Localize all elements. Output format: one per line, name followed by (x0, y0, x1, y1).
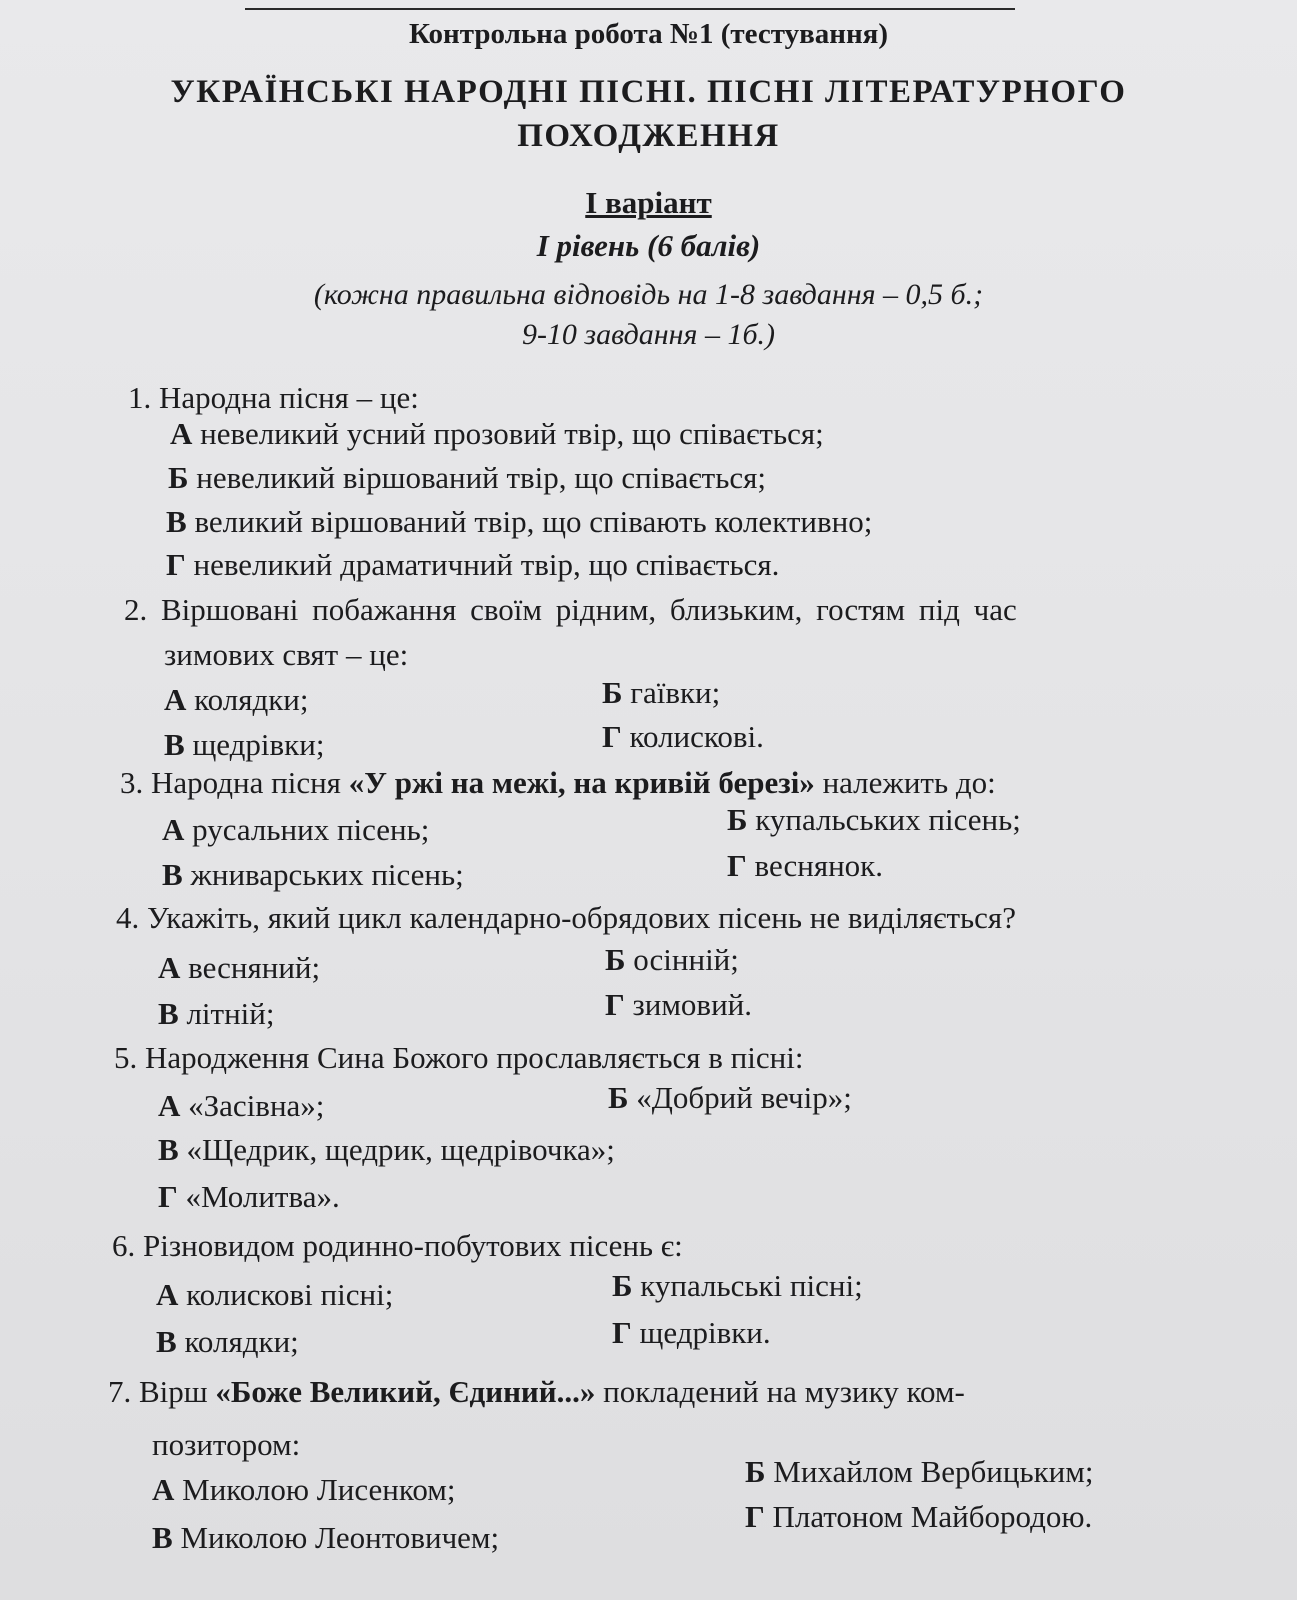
q6-option-a (156, 1275, 393, 1315)
option-text: колискові пісні; (178, 1277, 394, 1312)
q3-song-title: «У ржі на межі, на кривій березі» (348, 765, 815, 800)
question-7-line-1 (108, 1372, 965, 1412)
q7-option-c (152, 1518, 499, 1558)
option-letter: А (162, 812, 185, 847)
question-6: 6. Різновидом родинно-побутових пісень є: (112, 1228, 683, 1263)
option-text: Платоном Майбородою. (764, 1499, 1093, 1534)
q1-option-b (168, 458, 766, 498)
option-text: Михайлом Вербицьким; (765, 1454, 1094, 1489)
option-letter: Г (166, 547, 186, 582)
q5-option-d (158, 1177, 340, 1217)
option-text: щедрівки; (184, 727, 325, 762)
question-1: 1. Народна пісня – це: (128, 380, 419, 415)
option-text: колискові. (621, 719, 764, 754)
q6-option-d (612, 1313, 771, 1353)
option-letter: Б (602, 675, 623, 710)
q3-option-c (162, 855, 464, 895)
option-text: осінній; (625, 942, 739, 977)
question-2-line-2: зимових свят – це: (164, 637, 409, 672)
option-text: «Щедрик, щедрик, щедрівочка»; (178, 1132, 615, 1167)
option-text: «Засівна»; (180, 1088, 325, 1123)
option-text: веснянок. (746, 848, 883, 883)
q1-option-d (166, 545, 779, 585)
option-text: весняний; (180, 950, 321, 985)
option-letter: А (158, 1088, 181, 1123)
page-title (0, 70, 1297, 158)
option-letter: В (152, 1520, 173, 1555)
option-letter: Г (158, 1179, 178, 1214)
option-text: Миколою Леонтовичем; (172, 1520, 500, 1555)
option-letter: Г (727, 848, 747, 883)
option-text: гаївки; (622, 675, 721, 710)
q7-option-b (745, 1452, 1094, 1492)
title-line-1: УКРАЇНСЬКІ НАРОДНІ ПІСНІ. ПІСНІ ЛІТЕРАТУРНОГО (170, 74, 1127, 110)
question-2-line-1: 2. Віршовані побажання своїм рідним, близьким, гостям під час (124, 592, 1017, 627)
q4-option-c (158, 994, 274, 1034)
option-letter: А (164, 682, 187, 717)
option-text: купальських пісень; (747, 802, 1021, 837)
question-4: 4. Укажіть, який цикл календарно-обрядових пісень не виділяється? (116, 900, 1016, 935)
scoring-note (0, 275, 1297, 355)
option-text: зимовий. (624, 987, 753, 1022)
note-line-1: (кожна правильна відповідь на 1-8 завдання – 0,5 б.; (313, 278, 984, 311)
q1-option-a (170, 414, 824, 454)
test-header: Контрольна робота №1 (тестування) (408, 18, 889, 50)
option-letter: В (162, 857, 183, 892)
option-letter: В (158, 1132, 179, 1167)
q3-option-b (727, 800, 1021, 840)
note-line-2: 9-10 завдання – 1б.) (521, 318, 776, 351)
q4-option-d (605, 985, 752, 1025)
option-text: Миколою Лисенком; (174, 1472, 456, 1507)
variant-label (0, 185, 1297, 221)
option-letter: Г (602, 719, 622, 754)
option-letter: В (164, 727, 185, 762)
q6-option-c (156, 1322, 299, 1362)
q2-option-c (164, 725, 324, 765)
option-text: невеликий віршований твір, що співається; (188, 460, 766, 495)
q1-option-c (166, 502, 872, 542)
question-5: 5. Народження Сина Божого прославляється в пісні: (114, 1040, 804, 1075)
q2-option-a (164, 680, 308, 720)
option-letter: В (156, 1324, 177, 1359)
option-text: невеликий драматичний твір, що співається. (185, 547, 780, 582)
top-rule (245, 8, 1015, 10)
q7-text-pre: 7. Вірш (108, 1374, 216, 1409)
q4-option-a (158, 948, 320, 988)
option-text: «Добрий вечір»; (628, 1080, 852, 1115)
level-label: І рівень (6 балів) (536, 228, 761, 263)
variant-text: І варіант (585, 185, 712, 220)
q3-text-pre: 3. Народна пісня (120, 765, 349, 800)
option-letter: Б (608, 1080, 629, 1115)
option-text: жниварських пісень; (182, 857, 464, 892)
option-letter: В (158, 996, 179, 1031)
q3-option-d (727, 846, 883, 886)
option-letter: В (166, 504, 187, 539)
q5-option-c (158, 1130, 615, 1170)
option-letter: Г (612, 1315, 632, 1350)
option-letter: Б (745, 1454, 766, 1489)
q2-option-d (602, 717, 764, 757)
question-7-line-2: позитором: (152, 1427, 301, 1462)
option-text: купальські пісні; (632, 1268, 863, 1303)
q7-text-post: покладений на музику ком- (595, 1374, 965, 1409)
option-text: колядки; (176, 1324, 299, 1359)
option-letter: Г (745, 1499, 765, 1534)
option-text: колядки; (186, 682, 309, 717)
q7-option-a (152, 1470, 455, 1510)
option-letter: Б (605, 942, 626, 977)
q5-option-b (608, 1078, 852, 1118)
q2-option-b (602, 673, 720, 713)
question-3 (120, 763, 996, 803)
q3-text-post: належить до: (814, 765, 996, 800)
q3-option-a (162, 810, 429, 850)
option-text: щедрівки. (631, 1315, 771, 1350)
option-letter: А (170, 416, 193, 451)
option-letter: А (152, 1472, 175, 1507)
option-letter: Г (605, 987, 625, 1022)
option-text: русальних пісень; (184, 812, 430, 847)
option-letter: Б (612, 1268, 633, 1303)
q6-option-b (612, 1266, 863, 1306)
q5-option-a (158, 1086, 324, 1126)
q7-poem-title: «Боже Великий, Єдиний...» (215, 1374, 596, 1409)
option-text: літній; (178, 996, 275, 1031)
option-text: великий віршований твір, що співають колективно; (186, 504, 873, 539)
option-text: невеликий усний прозовий твір, що співається; (192, 416, 824, 451)
option-letter: А (156, 1277, 179, 1312)
option-letter: Б (168, 460, 189, 495)
option-text: «Молитва». (177, 1179, 340, 1214)
title-line-2: ПОХОДЖЕННЯ (517, 118, 780, 154)
option-letter: Б (727, 802, 748, 837)
option-letter: А (158, 950, 181, 985)
q4-option-b (605, 940, 739, 980)
q7-option-d (745, 1497, 1092, 1537)
